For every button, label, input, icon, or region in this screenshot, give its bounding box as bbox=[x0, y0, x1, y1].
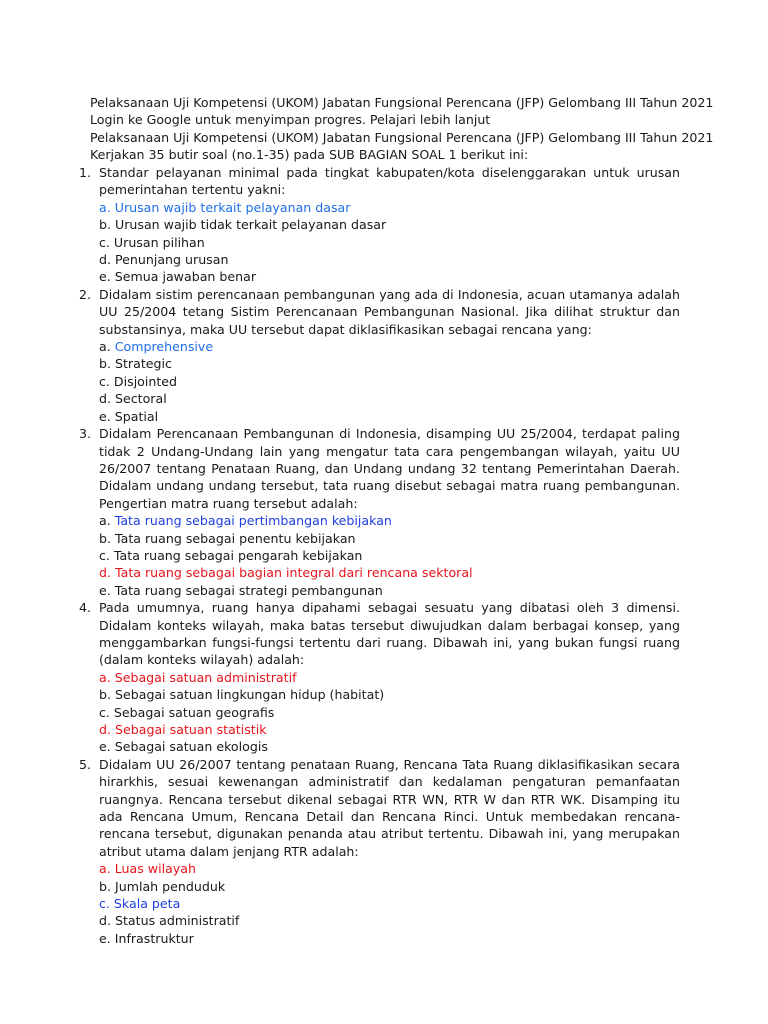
login-prompt-line: Login ke Google untuk menyimpan progres. Pelajari lebih lanjut bbox=[90, 112, 491, 128]
question-item bbox=[76, 756, 680, 947]
answer-option: b. Urusan wajib tidak terkait pelayanan dasar bbox=[99, 217, 387, 233]
header-title-line-repeat: Pelaksanaan Uji Kompetensi (UKOM) Jabatan Fungsional Perencana (JFP) Gelombang III Tahun 2021 bbox=[90, 129, 714, 145]
answer-option: a. Luas wilayah bbox=[99, 861, 196, 877]
question-item bbox=[76, 164, 680, 286]
question-number: 4. bbox=[79, 600, 92, 616]
document-header bbox=[90, 94, 714, 164]
answer-option: b. Strategic bbox=[99, 356, 172, 372]
answer-option: d. Penunjang urusan bbox=[99, 252, 229, 268]
question-number: 2. bbox=[79, 286, 92, 302]
answer-option: d. Status administratif bbox=[99, 913, 240, 929]
answer-option: e. Infrastruktur bbox=[99, 930, 194, 946]
question-stem: Didalam sistim perencanaan pembangunan yang ada di Indonesia, acuan utamanya adalah UU 25/2004 tetang Sistim Perencanaan Pembangunan Nasional. Jika dilihat struktur dan substansinya, maka UU tersebut dapat diklasifikasikan sebagai rencana yang: bbox=[99, 286, 680, 337]
answer-option: c. Sebagai satuan geografis bbox=[99, 704, 275, 720]
header-title-line: Pelaksanaan Uji Kompetensi (UKOM) Jabatan Fungsional Perencana (JFP) Gelombang III Tahun 2021 bbox=[90, 95, 714, 110]
question-list bbox=[76, 164, 680, 947]
answer-option: e. Sebagai satuan ekologis bbox=[99, 739, 268, 755]
answer-option: c. Disjointed bbox=[99, 373, 178, 389]
question-stem: Didalam UU 26/2007 tentang penataan Ruang, Rencana Tata Ruang diklasifikasikan secara hirarkhis, sesuai kewenangan administratif dan kedalaman pengaturan pemanfaatan ruangnya. Rencana tersebut dikenal sebagai RTR WN, RTR W dan RTR WK. Disamping itu ada Rencana Umum, Rencana Detail dan Rencana Rinci. Untuk membedakan rencana-rencana tersebut, digunakan penanda atau atribut tertentu. Dibawah ini, yang merupakan atribut utama dalam jenjang RTR adalah: bbox=[99, 756, 680, 859]
question-item bbox=[76, 599, 680, 756]
question-stem: Pada umumnya, ruang hanya dipahami sebagai sesuatu yang dibatasi oleh 3 dimensi. Didalam konteks wilayah, maka batas tersebut diwujudkan dalam berbagai konsep, yang menggambarkan fungsi-fungsi tertentu dari ruang. Dibawah ini, yang bukan fungsi ruang (dalam konteks wilayah) adalah: bbox=[99, 600, 680, 668]
answer-option: c. Tata ruang sebagai pengarah kebijakan bbox=[99, 547, 363, 563]
answer-option-text: Tata ruang sebagai pertimbangan kebijakan bbox=[114, 513, 392, 529]
answer-option: a. Urusan wajib terkait pelayanan dasar bbox=[99, 199, 351, 215]
answer-option: c. Urusan pilihan bbox=[99, 234, 205, 250]
answer-option: d. Tata ruang sebagai bagian integral dari rencana sektoral bbox=[99, 565, 473, 581]
answer-option: b. Sebagai satuan lingkungan hidup (habitat) bbox=[99, 687, 385, 703]
answer-option: b. Jumlah penduduk bbox=[99, 878, 226, 894]
question-item bbox=[76, 425, 680, 599]
question-number: 5. bbox=[79, 756, 92, 772]
answer-option: d. Sebagai satuan statistik bbox=[99, 722, 267, 737]
answer-option-text: Comprehensive bbox=[114, 339, 214, 355]
answer-option: e. Tata ruang sebagai strategi pembangunan bbox=[99, 582, 383, 598]
answer-option-prefix: a. bbox=[99, 339, 115, 355]
answer-option-prefix: a. bbox=[99, 513, 115, 529]
question-stem: Standar pelayanan minimal pada tingkat kabupaten/kota diselenggarakan untuk urusan pemerintahan tertentu yakni: bbox=[99, 165, 680, 198]
answer-option: e. Spatial bbox=[99, 408, 159, 424]
question-number: 3. bbox=[79, 426, 92, 442]
answer-option bbox=[99, 338, 680, 355]
answer-option: c. Skala peta bbox=[99, 896, 181, 912]
answer-option: d. Sectoral bbox=[99, 391, 167, 407]
answer-option: e. Semua jawaban benar bbox=[99, 269, 257, 285]
question-number: 1. bbox=[79, 165, 92, 180]
question-item bbox=[76, 286, 680, 425]
instructions-line: Kerjakan 35 butir soal (no.1-35) pada SUB BAGIAN SOAL 1 berikut ini: bbox=[90, 147, 529, 163]
answer-option: b. Tata ruang sebagai penentu kebijakan bbox=[99, 530, 356, 546]
answer-option bbox=[99, 512, 680, 529]
answer-option: a. Sebagai satuan administratif bbox=[99, 669, 297, 685]
question-stem: Didalam Perencanaan Pembangunan di Indonesia, disamping UU 25/2004, terdapat paling tidak 2 Undang-Undang lain yang mengatur tata cara pengembangan wilayah, yaitu UU 26/2007 tentang Penataan Ruang, dan Undang undang 32 tentang Pemerintahan Daerah. Didalam undang undang tersebut, tata ruang disebut sebagai matra ruang pembangunan. Pengertian matra ruang tersebut adalah: bbox=[99, 426, 680, 511]
